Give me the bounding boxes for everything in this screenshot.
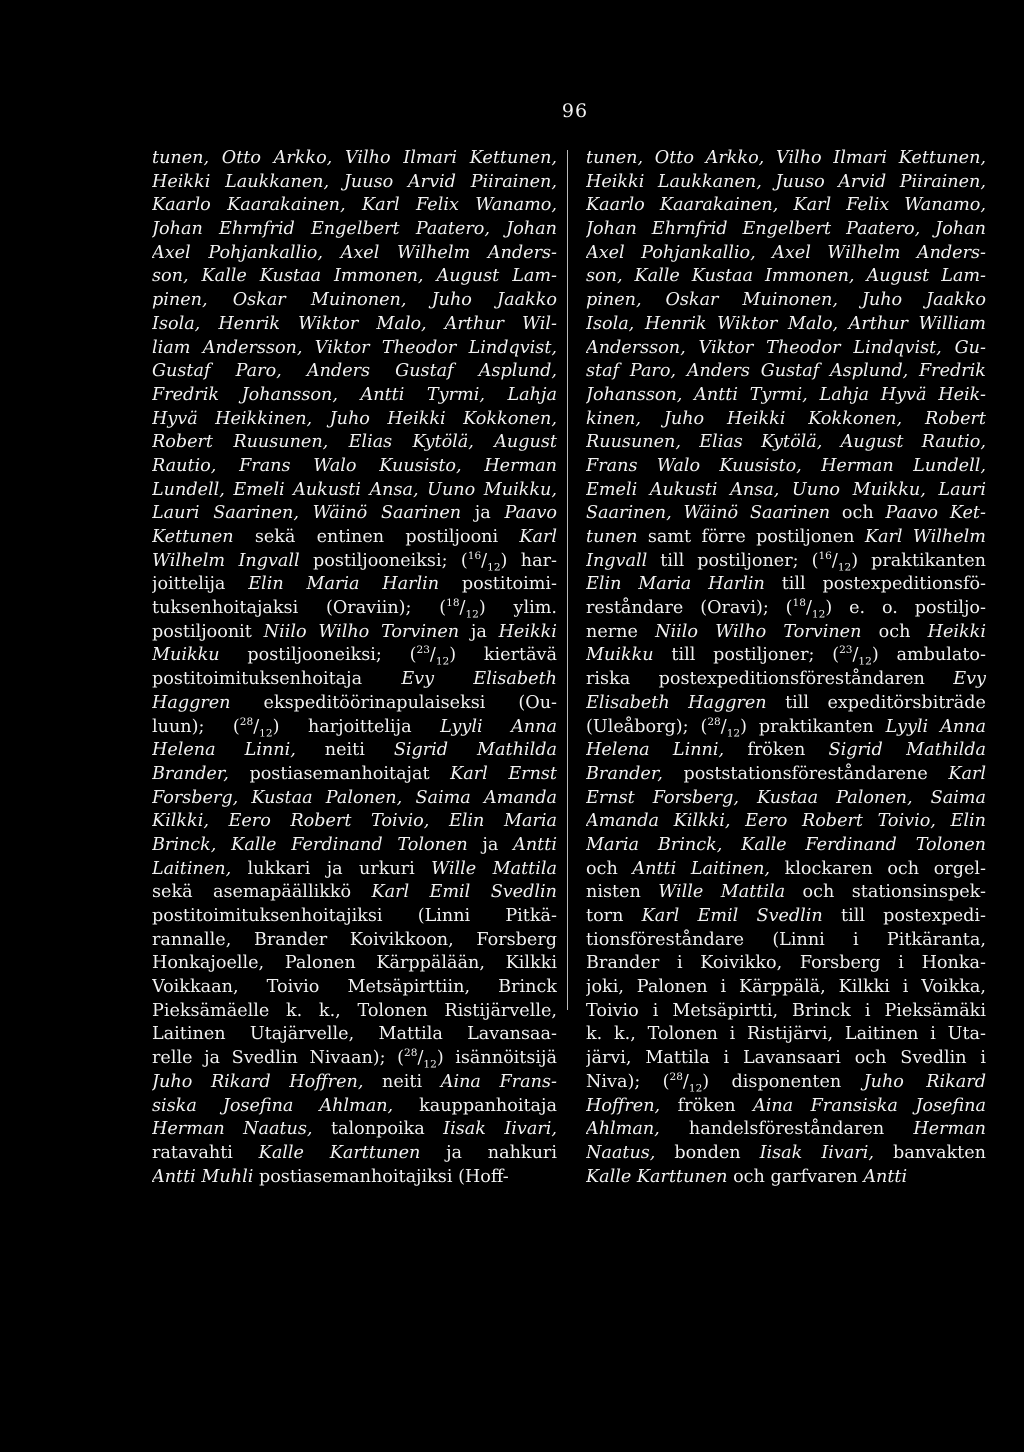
finnish-text-line: postitoimituksenhoitajiksi (Linni Pitkä- — [152, 906, 557, 926]
swedish-text-line: pinen, Oskar Muinonen, Juho Jaakko — [586, 290, 986, 311]
swedish-text-line: tionsföreståndare (Linni i Pitkäranta, — [586, 929, 986, 950]
finnish-text-line: siska Josefina Ahlman, kauppanhoitaja — [152, 1095, 557, 1116]
finnish-text-line: Muikku postiljooneiksi; $(^{23}/_{12})$ kiertävä — [152, 644, 557, 668]
finnish-text-line: Kilkki, Eero Robert Toivio, Elin Maria — [152, 811, 557, 832]
finnish-text-line: rannalle, Brander Koivikkoon, Forsberg — [152, 929, 557, 950]
finnish-text-line: Hyvä Heikkinen, Juho Heikki Kokkonen, — [152, 408, 557, 429]
swedish-text-line: joki, Palonen i Kärppälä, Kilkki i Voikka, — [586, 977, 986, 998]
date-fraction: $(^{28}/_{12})$ — [662, 1070, 710, 1095]
date-fraction: $(^{16}/_{12})$ — [811, 549, 859, 574]
swedish-text-line: Kalle Karttunen och garfvaren Antti — [586, 1166, 908, 1187]
finnish-text-line: Haggren ekspeditöörinapulaiseksi (Ou- — [152, 692, 557, 713]
finnish-text-line: Gustaf Paro, Anders Gustaf Asplund, — [152, 361, 557, 382]
finnish-text-line: postitoimituksenhoitaja Evy Elisabeth — [152, 669, 557, 690]
swedish-text-line: Elin Maria Harlin till postexpeditionsfö- — [586, 574, 986, 595]
finnish-text-line: joittelija Elin Maria Harlin postitoimi- — [152, 574, 557, 595]
swedish-text-line: staf Paro, Anders Gustaf Asplund, Fredrik — [586, 361, 986, 382]
swedish-text-line: nisten Wille Mattila och stationsinspek- — [586, 882, 986, 903]
finnish-text-line: Robert Ruusunen, Elias Kytölä, August — [152, 432, 557, 453]
swedish-text-line: Hoffren, fröken Aina Fransiska Josefina — [586, 1095, 986, 1116]
date-fraction: $(^{23}/_{12})$ — [832, 644, 879, 668]
date-fraction: $(^{16}/_{12})$ — [460, 549, 508, 574]
finnish-text-line: Juho Rikard Hoffren, neiti Aina Frans- — [152, 1071, 557, 1092]
finnish-text-line: ratavahti Kalle Karttunen ja nahkuri — [152, 1142, 557, 1163]
swedish-text-line: Ingvall till postiljoner; $(^{16}/_{12})$ praktikanten — [586, 549, 986, 574]
swedish-text-line: Muikku till postiljoner; $(^{23}/_{12})$ ambulato- — [586, 644, 986, 668]
swedish-text-line: Ruusunen, Elias Kytölä, August Rautio, — [586, 432, 986, 453]
column-divider — [567, 150, 568, 1010]
swedish-column — [586, 147, 986, 1189]
swedish-text-line: Johansson, Antti Tyrmi, Lahja Hyvä Heik- — [586, 384, 986, 405]
swedish-text-line: kinen, Juho Heikki Kokkonen, Robert — [586, 408, 986, 429]
swedish-text-line: tunen, Otto Arkko, Vilho Ilmari Kettunen, — [586, 148, 986, 168]
swedish-text-line: tunen samt förre postiljonen Karl Wilhelm — [586, 527, 986, 547]
swedish-text-line: Kaarlo Kaarakainen, Karl Felix Wanamo, — [586, 195, 986, 216]
finnish-text-line: Heikki Laukkanen, Juuso Arvid Piirainen, — [152, 171, 557, 192]
finnish-text-line: Brinck, Kalle Ferdinand Tolonen ja Antti — [152, 834, 557, 855]
date-fraction: $(^{28}/_{12})$ — [232, 715, 280, 740]
finnish-text-line: Lauri Saarinen, Wäinö Saarinen ja Paavo — [152, 503, 557, 524]
swedish-text-line: riska postexpeditionsföreståndaren Evy — [586, 669, 986, 690]
finnish-text-line: tunen, Otto Arkko, Vilho Ilmari Kettunen, — [152, 148, 557, 168]
finnish-text-line: liam Andersson, Viktor Theodor Lindqvist, — [152, 337, 557, 358]
swedish-text-line: Brander i Koivikko, Forsberg i Honka- — [586, 953, 986, 974]
finnish-text-line: postiljoonit Niilo Wilho Torvinen ja Heikki — [152, 621, 557, 642]
finnish-text-line: Lundell, Emeli Aukusti Ansa, Uuno Muikku, — [152, 479, 557, 500]
date-fraction: $(^{23}/_{12})$ — [409, 644, 457, 668]
finnish-text-line: Wilhelm Ingvall postiljooneiksi; $(^{16}/_{12})$ har- — [152, 549, 557, 574]
finnish-text-line: Axel Pohjankallio, Axel Wilhelm Anders- — [152, 242, 557, 263]
finnish-text-line: Kaarlo Kaarakainen, Karl Felix Wanamo, — [152, 195, 557, 216]
finnish-column — [152, 147, 557, 1189]
date-fraction: $(^{18}/_{12})$ — [785, 597, 833, 621]
swedish-text-line: k. k., Tolonen i Ristijärvi, Laitinen i Uta- — [586, 1024, 986, 1045]
finnish-text-line: Antti Muhli postiasemanhoitajiksi (Hoff- — [152, 1166, 509, 1187]
swedish-text-line: Maria Brinck, Kalle Ferdinand Tolonen — [586, 834, 986, 855]
swedish-text-line: Heikki Laukkanen, Juuso Arvid Piirainen, — [586, 171, 986, 192]
finnish-text-line: Johan Ehrnfrid Engelbert Paatero, Johan — [152, 219, 557, 240]
swedish-text-line: Emeli Aukusti Ansa, Uuno Muikku, Lauri — [586, 479, 986, 500]
date-fraction: $(^{28}/_{12})$ — [700, 715, 747, 740]
finnish-text-line: Brander, postiasemanhoitajat Karl Ernst — [152, 763, 557, 784]
date-fraction: $(^{18}/_{12})$ — [439, 597, 486, 621]
swedish-text-line: son, Kalle Kustaa Immonen, August Lam- — [586, 266, 986, 287]
swedish-text-line: Niva); $(^{28}/_{12})$ disponenten Juho Rikard — [586, 1070, 986, 1095]
swedish-text-line: torn Karl Emil Svedlin till postexpedi- — [586, 906, 986, 926]
finnish-text-line: Fredrik Johansson, Antti Tyrmi, Lahja — [152, 384, 557, 405]
swedish-text-line: Saarinen, Wäinö Saarinen och Paavo Ket- — [586, 503, 986, 524]
finnish-text-line: Rautio, Frans Walo Kuusisto, Herman — [152, 455, 557, 476]
swedish-text-line: järvi, Mattila i Lavansaari och Svedlin i — [586, 1048, 986, 1069]
finnish-text-line: Honkajoelle, Palonen Kärppälään, Kilkki — [152, 953, 557, 974]
swedish-text-line: Brander, poststationsföreståndarene Karl — [586, 763, 986, 784]
swedish-text-line: Frans Walo Kuusisto, Herman Lundell, — [586, 455, 986, 476]
finnish-text-line: Helena Linni, neiti Sigrid Mathilda — [152, 740, 557, 761]
swedish-text-line: Andersson, Viktor Theodor Lindqvist, Gu- — [586, 337, 986, 358]
swedish-text-line: och Antti Laitinen, klockaren och orgel- — [586, 858, 986, 879]
page-number: 96 — [561, 100, 589, 122]
swedish-text-line: Johan Ehrnfrid Engelbert Paatero, Johan — [586, 219, 986, 240]
swedish-text-line: Elisabeth Haggren till expeditörsbiträde — [586, 692, 986, 713]
swedish-text-line: reståndare (Oravi); $(^{18}/_{12})$ e. o. postiljo- — [586, 597, 986, 621]
finnish-text-line: son, Kalle Kustaa Immonen, August Lam- — [152, 266, 557, 287]
swedish-text-line: Axel Pohjankallio, Axel Wilhelm Anders- — [586, 242, 986, 263]
swedish-text-line: Amanda Kilkki, Eero Robert Toivio, Elin — [586, 811, 986, 832]
swedish-text-line: Ernst Forsberg, Kustaa Palonen, Saima — [586, 787, 986, 808]
swedish-text-line: Toivio i Metsäpirtti, Brinck i Pieksämäki — [586, 1000, 986, 1021]
finnish-text-line: Voikkaan, Toivio Metsäpirttiin, Brinck — [152, 977, 557, 998]
finnish-text-line: Pieksämäelle k. k., Tolonen Ristijärvelle, — [152, 1000, 557, 1021]
swedish-text-line: nerne Niilo Wilho Torvinen och Heikki — [586, 621, 986, 642]
finnish-text-line: Laitinen, lukkari ja urkuri Wille Mattila — [152, 858, 557, 879]
finnish-text-line: pinen, Oskar Muinonen, Juho Jaakko — [152, 290, 557, 311]
finnish-text-line: Herman Naatus, talonpoika Iisak Iivari, — [152, 1119, 557, 1140]
finnish-text-line: sekä asemapäällikkö Karl Emil Svedlin — [152, 882, 557, 903]
date-fraction: $(^{28}/_{12})$ — [397, 1047, 444, 1071]
finnish-text-line: tuksenhoitajaksi (Oraviin); $(^{18}/_{12})$ ylim. — [152, 597, 557, 621]
finnish-text-line: Isola, Henrik Wiktor Malo, Arthur Wil- — [152, 313, 557, 334]
finnish-text-line: Laitinen Utajärvelle, Mattila Lavansaa- — [152, 1024, 557, 1045]
finnish-text-line: Forsberg, Kustaa Palonen, Saima Amanda — [152, 787, 557, 808]
swedish-text-line: (Uleåborg); $(^{28}/_{12})$ praktikanten Lyyli Anna — [586, 715, 986, 740]
finnish-text-line: Kettunen sekä entinen postiljooni Karl — [152, 527, 557, 547]
swedish-text-line: Helena Linni, fröken Sigrid Mathilda — [586, 740, 986, 761]
finnish-text-line: relle ja Svedlin Nivaan); $(^{28}/_{12})$ isännöitsijä — [152, 1047, 557, 1071]
swedish-text-line: Isola, Henrik Wiktor Malo, Arthur William — [586, 313, 986, 334]
swedish-text-line: Naatus, bonden Iisak Iivari, banvakten — [586, 1142, 986, 1163]
swedish-text-line: Ahlman, handelsföreståndaren Herman — [586, 1119, 986, 1140]
finnish-text-line: luun); $(^{28}/_{12})$ harjoittelija Lyyli Anna — [152, 715, 557, 740]
